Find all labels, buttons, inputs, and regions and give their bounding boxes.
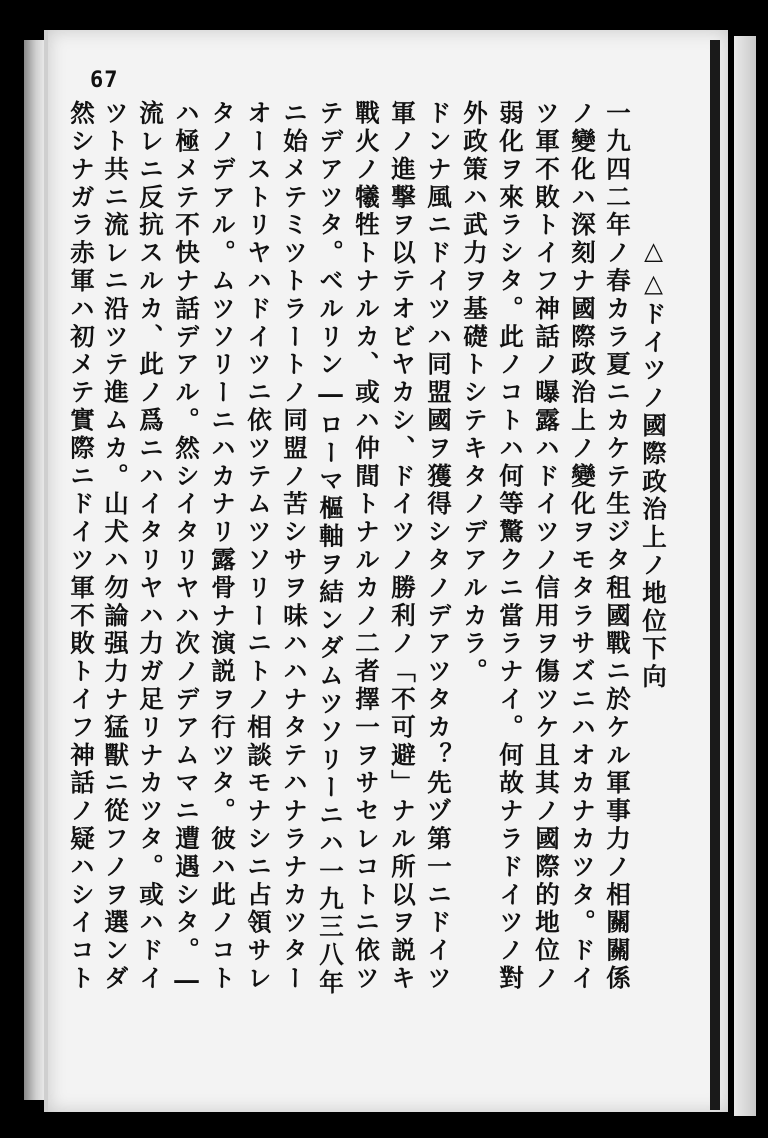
text-column-2: ノ變化ハ深刻ナ國際政治上ノ變化ヲモタラサズニハオカナカツタ。ドイ [568, 100, 597, 993]
page-number: 67 [90, 68, 119, 93]
text-column-8: 戰火ノ犧牲トナルカ、或ハ仲間トナルカノ二者擇一ヲサセレコトニ依ツ [352, 100, 381, 993]
text-column-15: ツト共ニ流レニ沿ツテ進ムカ。山犬ハ勿論强力ナ猛獸ニ從フノヲ選ンダ [101, 100, 130, 993]
binding-shadow [710, 40, 720, 1110]
text-column-9: テデアツタ。ベルリン―ローマ樞軸ヲ結ンダムツソリーニハ一九三八年 [316, 100, 345, 998]
text-column-5: 外政策ハ武力ヲ基礎トシテキタノデアルカラ。 [460, 100, 489, 686]
text-column-11: オーストリヤハドイツニ依ツテムツソリーニトノ相談モナシニ占領サレ [244, 100, 273, 993]
text-column-7: 軍ノ進撃ヲ以テオビヤカシ、ドイツノ勝利ノ「不可避」ナル所以ヲ説キ [388, 100, 417, 993]
text-column-6: ドンナ風ニドイツハ同盟國ヲ獲得シタノデアツタカ？先ヅ第一ニドイツ [424, 100, 453, 993]
text-column-1: 一九四二年ノ春カラ夏ニカケテ生ジタ租國戰ニ於ケル軍事力ノ相關關係 [603, 100, 632, 993]
text-column-13: ハ極メテ不快ナ話デアル。然シイタリヤハ次ノデアムマニ遭遇シタ。― [172, 100, 201, 998]
text-column-16: 然シナガラ赤軍ハ初メテ實際ニドイツ軍不敗トイフ神話ノ疑ハシイコト [67, 100, 96, 993]
next-page-edge [734, 36, 756, 1116]
text-column-12: タノデアル。ムツソリーニハカナリ露骨ナ演説ヲ行ツタ。彼ハ此ノコト [208, 100, 237, 993]
text-column-14: 流レニ反抗スルカ、此ノ爲ニハイタリヤハ力ガ足リナカツタ。或ハドイ [136, 100, 165, 993]
text-column-3: ツ軍不敗トイフ神話ノ曝露ハドイツノ信用ヲ傷ツケ且其ノ國際的地位ノ [532, 100, 561, 993]
section-heading: △△ドイツノ國際政治上ノ地位下向 [639, 236, 668, 692]
page-edge-shadow [24, 40, 44, 1100]
text-column-10: ニ始メテミツトラートノ同盟ノ苦シサヲ味ハハナタテハナラナカツター [280, 100, 309, 993]
text-column-4: 弱化ヲ來ラシタ。此ノコトハ何等驚クニ當ラナイ。何故ナラドイツノ對 [496, 100, 525, 993]
